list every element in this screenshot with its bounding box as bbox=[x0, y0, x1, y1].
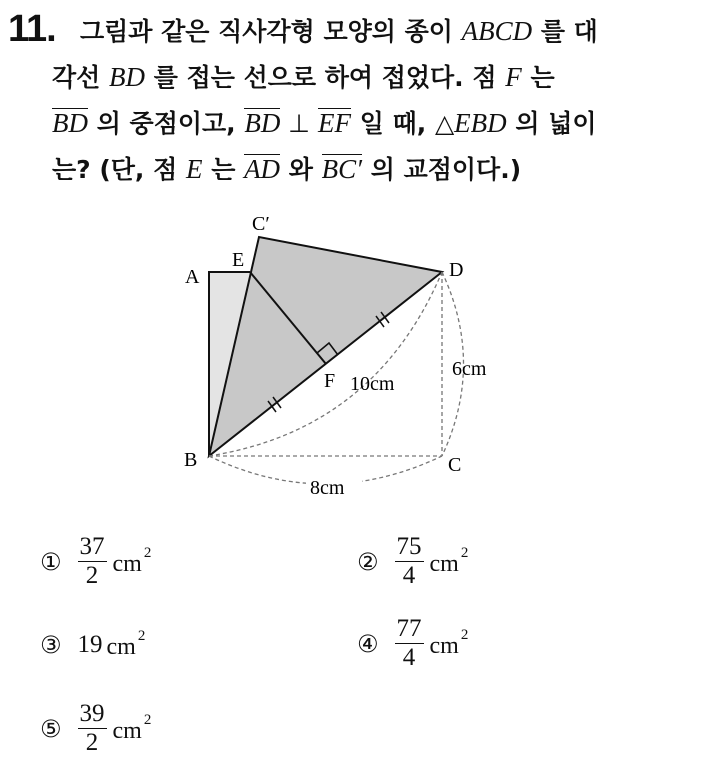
choice-5-numerator: 39 bbox=[79, 700, 105, 727]
q3-text-a: 의 중점이고, bbox=[88, 109, 245, 138]
q2-math-bd: BD bbox=[109, 62, 146, 92]
choice-3[interactable] bbox=[40, 628, 145, 661]
q4-math-e: E bbox=[186, 154, 203, 184]
q2-text-a: 각선 bbox=[52, 63, 110, 92]
q3-seg-bd: BD bbox=[52, 108, 88, 138]
q4-text-c: 와 bbox=[280, 155, 322, 184]
choice-4-denominator: 4 bbox=[402, 644, 416, 671]
label-dc-length: 6cm bbox=[452, 358, 487, 380]
label-a: A bbox=[185, 266, 200, 288]
folded-rectangle-diagram bbox=[170, 200, 510, 510]
q2-text-b: 를 접는 선으로 하여 접었다. 점 bbox=[145, 63, 506, 92]
q4-text-a: 는? (단, 점 bbox=[52, 155, 186, 184]
q3-seg-bd-2: BD bbox=[244, 108, 281, 138]
choice-1-unit: cm $^2$ bbox=[112, 545, 152, 577]
choice-1-numerator: 37 bbox=[79, 533, 105, 560]
choice-3-value: 19 bbox=[77, 630, 103, 658]
choice-1-denominator: 2 bbox=[85, 562, 99, 589]
q2-text-c: 는 bbox=[521, 63, 555, 92]
label-c: C bbox=[448, 454, 462, 476]
q4-seg-bc-prime: BC′ bbox=[321, 154, 363, 184]
choice-2-marker: ② bbox=[357, 547, 379, 576]
choice-4-marker: ④ bbox=[357, 629, 379, 658]
question-line-1 bbox=[80, 14, 598, 49]
q1-text-b: 를 대 bbox=[532, 17, 598, 46]
label-e: E bbox=[232, 249, 245, 271]
question-line-3 bbox=[52, 106, 597, 141]
choice-1[interactable] bbox=[40, 533, 151, 590]
choice-3-unit: cm $^2$ bbox=[106, 628, 146, 660]
question-line-4 bbox=[52, 152, 521, 187]
choice-3-marker: ③ bbox=[40, 630, 62, 659]
choice-4-unit: cm $^2$ bbox=[429, 627, 469, 659]
label-bd-length: 10cm bbox=[350, 373, 395, 395]
q3-text-b: 일 때, △ bbox=[351, 109, 455, 138]
question-line-2 bbox=[52, 60, 555, 95]
q4-text-b: 는 bbox=[202, 155, 245, 184]
choice-2-denominator: 4 bbox=[402, 562, 416, 589]
label-f: F bbox=[324, 370, 336, 392]
label-d: D bbox=[449, 259, 464, 281]
q4-text-d: 의 교점이다.) bbox=[362, 155, 522, 184]
q3-math-ebd: EBD bbox=[454, 108, 507, 138]
q1-math-abcd: ABCD bbox=[461, 16, 533, 46]
q2-math-f: F bbox=[505, 62, 522, 92]
choice-2-fraction bbox=[395, 533, 424, 590]
choice-5-unit: cm $^2$ bbox=[112, 712, 152, 744]
choice-1-marker: ① bbox=[40, 547, 62, 576]
question-number: 11. bbox=[8, 8, 56, 50]
choice-5-marker: ⑤ bbox=[40, 714, 62, 743]
label-bc-length: 8cm bbox=[310, 477, 345, 499]
choice-1-fraction bbox=[78, 533, 107, 590]
q1-text-a: 그림과 같은 직사각형 모양의 종이 bbox=[80, 17, 462, 46]
q3-perp: ⊥ bbox=[280, 109, 319, 138]
choice-4-numerator: 77 bbox=[396, 615, 422, 642]
choice-4[interactable] bbox=[357, 615, 468, 672]
choice-2-unit: cm $^2$ bbox=[429, 545, 469, 577]
label-b: B bbox=[184, 449, 198, 471]
q3-seg-ef: EF bbox=[318, 108, 352, 138]
choice-5-fraction bbox=[78, 700, 107, 757]
choice-4-fraction bbox=[395, 615, 424, 672]
q3-text-c: 의 넓이 bbox=[506, 109, 597, 138]
choice-2[interactable] bbox=[357, 533, 468, 590]
choice-2-numerator: 75 bbox=[396, 533, 422, 560]
choice-5-denominator: 2 bbox=[85, 729, 99, 756]
label-cprime: C′ bbox=[252, 213, 270, 235]
q4-seg-ad: AD bbox=[244, 154, 281, 184]
choice-5[interactable] bbox=[40, 700, 151, 757]
